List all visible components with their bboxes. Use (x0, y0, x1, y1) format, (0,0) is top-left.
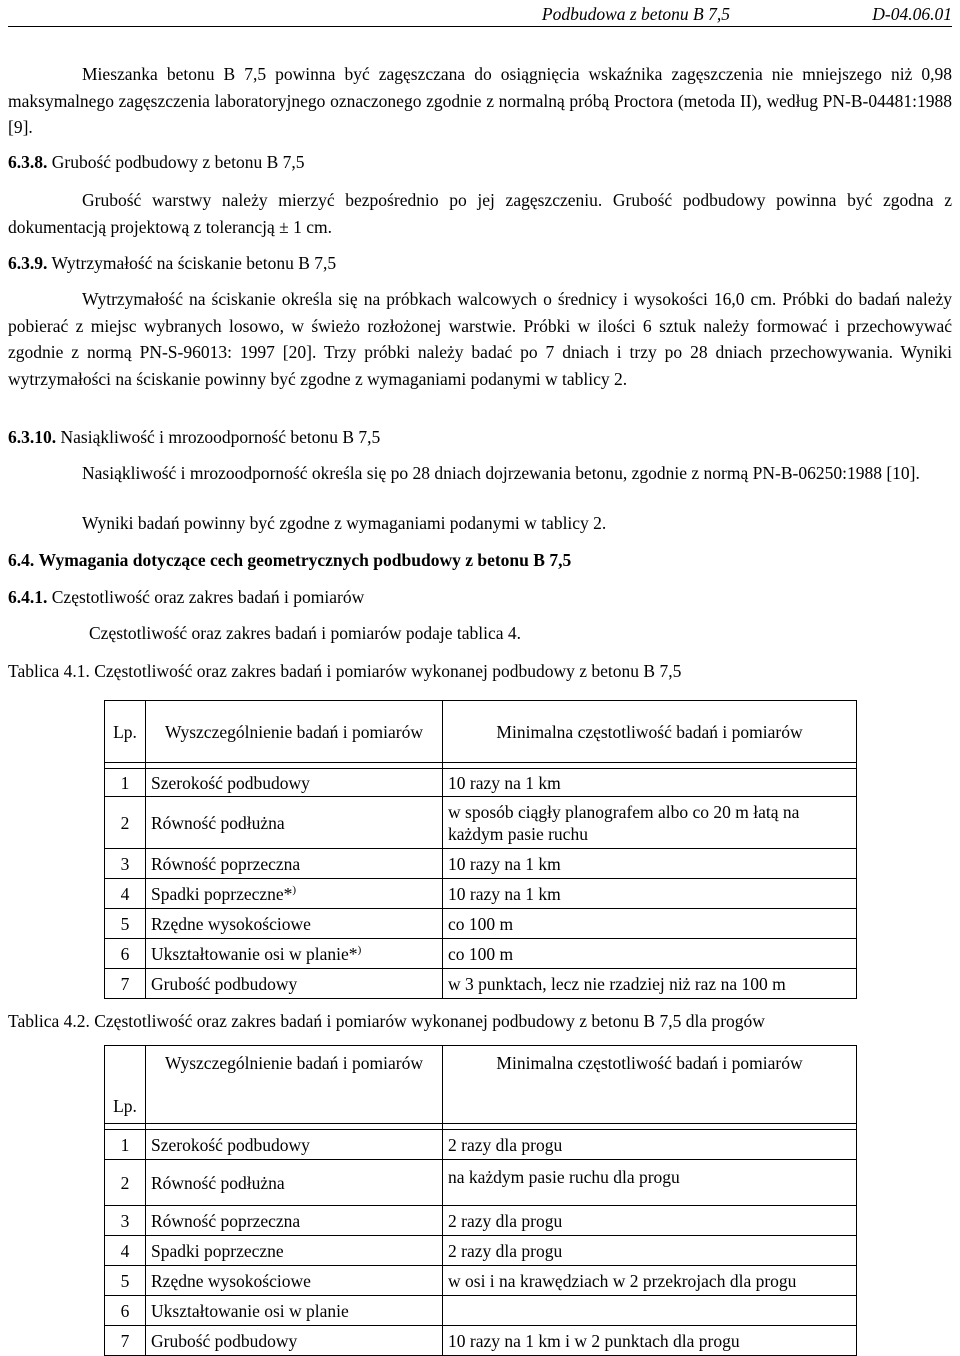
row-item: Równość podłużna (146, 1160, 443, 1206)
row-frequency: 10 razy na 1 km (443, 879, 857, 909)
section-641-paragraph: Częstotliwość oraz zakres badań i pomiarów podaje tablica 4. (89, 623, 521, 643)
row-lp: 7 (105, 969, 146, 999)
row-lp: 5 (105, 1266, 146, 1296)
table-4-1-caption: Tablica 4.1. Częstotliwość oraz zakres badań i pomiarów wykonanej podbudowy z betonu B 7,5 (8, 661, 682, 681)
row-item (146, 939, 443, 969)
table-row (105, 1326, 857, 1356)
section-title: Wytrzymałość na ściskanie betonu B 7,5 (51, 253, 337, 273)
row-frequency: w 3 punktach, lecz nie rzadziej niż raz na 100 m (443, 969, 857, 999)
section-638-paragraph: Grubość warstwy należy mierzyć bezpośrednio po jej zagęszczeniu. Grubość podbudowy powinna być zgodna z dokumentacją projektową z tolerancją ± 1 cm. (8, 190, 952, 237)
row-lp: 5 (105, 909, 146, 939)
section-title: Częstotliwość oraz zakres badań i pomiarów (51, 587, 365, 607)
table-row (105, 939, 857, 969)
row-frequency: 2 razy dla progu (443, 1130, 857, 1160)
table-4-1 (104, 700, 857, 999)
table-header-row (105, 1046, 857, 1124)
row-lp: 6 (105, 939, 146, 969)
row-item: Równość podłużna (146, 797, 443, 849)
section-6310-paragraph-2: Wyniki badań powinny być zgodne z wymaganiami podanymi w tablicy 2. (82, 513, 607, 533)
item-text: Spadki poprzeczne* (151, 883, 293, 904)
header-lp: Lp. (105, 1046, 146, 1124)
table-row (105, 1236, 857, 1266)
header-frequency: Minimalna częstotliwość badań i pomiarów (443, 701, 857, 763)
row-item: Spadki poprzeczne (146, 1236, 443, 1266)
section-heading-638 (8, 149, 305, 176)
row-lp: 2 (105, 1160, 146, 1206)
row-lp: 3 (105, 849, 146, 879)
row-lp: 7 (105, 1326, 146, 1356)
header-title: Podbudowa z betonu B 7,5 (541, 4, 730, 24)
row-lp: 1 (105, 1130, 146, 1160)
row-item: Grubość podbudowy (146, 969, 443, 999)
item-text: Ukształtowanie osi w planie* (151, 943, 358, 964)
row-item (146, 879, 443, 909)
table-row (105, 1130, 857, 1160)
row-frequency: 10 razy na 1 km (443, 769, 857, 797)
table-header-row (105, 701, 857, 763)
table-row (105, 849, 857, 879)
table-row (105, 769, 857, 797)
row-frequency: w sposób ciągły planografem albo co 20 m łatą na każdym pasie ruchu (443, 797, 857, 849)
row-item: Szerokość podbudowy (146, 1130, 443, 1160)
row-lp: 1 (105, 769, 146, 797)
section-number: 6.4. (8, 550, 35, 570)
section-639-paragraph: Wytrzymałość na ściskanie określa się na próbkach walcowych o średnicy i wysokości 16,0 cm. Próbki do badań należy pobierać z miejsc wybranych losowo, w świeżo rozłożonej warstwie. Próbki w ilości 6 sztuk należy formować i przechowywać zgodnie z normą PN-S-96013: 1997 [20]. Trzy próbki należy badać po 7 dniach i trzy po 28 dniach przechowywania. Wyniki wytrzymałości na ściskanie powinny być zgodne z wymaganiami podanymi w tablicy 2. (8, 289, 952, 389)
table-row (105, 797, 857, 849)
section-title: Grubość podbudowy z betonu B 7,5 (51, 152, 305, 172)
section-heading-64 (8, 547, 571, 574)
footnote-mark: ) (292, 883, 297, 896)
section-number: 6.3.9. (8, 253, 48, 273)
row-item: Rzędne wysokościowe (146, 909, 443, 939)
row-frequency (443, 1296, 857, 1326)
row-item: Równość poprzeczna (146, 1206, 443, 1236)
row-frequency: co 100 m (443, 939, 857, 969)
header-item: Wyszczególnienie badań i pomiarów (146, 701, 443, 763)
footnote-mark: ) (357, 943, 362, 956)
row-lp: 4 (105, 879, 146, 909)
row-lp: 2 (105, 797, 146, 849)
row-lp: 6 (105, 1296, 146, 1326)
table-row (105, 1206, 857, 1236)
header-frequency: Minimalna częstotliwość badań i pomiarów (443, 1046, 857, 1124)
row-lp: 4 (105, 1236, 146, 1266)
section-heading-639 (8, 250, 336, 277)
row-lp: 3 (105, 1206, 146, 1236)
table-row (105, 1266, 857, 1296)
table-4-2-caption: Tablica 4.2. Częstotliwość oraz zakres badań i pomiarów wykonanej podbudowy z betonu B 7,5 dla progów (8, 1011, 765, 1031)
row-frequency: co 100 m (443, 909, 857, 939)
row-item: Szerokość podbudowy (146, 769, 443, 797)
row-item: Ukształtowanie osi w planie (146, 1296, 443, 1326)
header-lp: Lp. (105, 701, 146, 763)
row-frequency: 10 razy na 1 km i w 2 punktach dla progu (443, 1326, 857, 1356)
section-number: 6.3.10. (8, 427, 57, 447)
section-title: Nasiąkliwość i mrozoodporność betonu B 7,5 (60, 427, 381, 447)
header-item: Wyszczególnienie badań i pomiarów (146, 1046, 443, 1124)
table-4-2 (104, 1045, 857, 1356)
table-row (105, 1160, 857, 1206)
section-title: Wymagania dotyczące cech geometrycznych podbudowy z betonu B 7,5 (38, 550, 572, 570)
row-frequency: 2 razy dla progu (443, 1206, 857, 1236)
section-heading-641 (8, 584, 364, 611)
section-heading-6310 (8, 424, 380, 451)
row-frequency: na każdym pasie ruchu dla progu (443, 1160, 857, 1206)
row-item: Równość poprzeczna (146, 849, 443, 879)
row-frequency: 2 razy dla progu (443, 1236, 857, 1266)
section-number: 6.3.8. (8, 152, 48, 172)
row-item: Rzędne wysokościowe (146, 1266, 443, 1296)
row-item: Grubość podbudowy (146, 1326, 443, 1356)
page-header (8, 0, 952, 27)
row-frequency: w osi i na krawędziach w 2 przekrojach dla progu (443, 1266, 857, 1296)
table-row (105, 879, 857, 909)
table-row (105, 909, 857, 939)
table-row (105, 969, 857, 999)
intro-paragraph: Mieszanka betonu B 7,5 powinna być zagęszczana do osiągnięcia wskaźnika zagęszczenia nie mniejszego niż 0,98 maksymalnego zagęszczenia laboratoryjnego oznaczonego zgodnie z normalną próbą Proctora (metoda II), według PN-B-04481:1988 [9]. (8, 64, 952, 137)
section-6310-paragraph: Nasiąkliwość i mrozoodporność określa się po 28 dniach dojrzewania betonu, zgodnie z normą PN-B-06250:1988 [10]. (82, 463, 920, 483)
table-row (105, 1296, 857, 1326)
row-frequency: 10 razy na 1 km (443, 849, 857, 879)
header-code: D-04.06.01 (872, 4, 952, 24)
section-number: 6.4.1. (8, 587, 48, 607)
